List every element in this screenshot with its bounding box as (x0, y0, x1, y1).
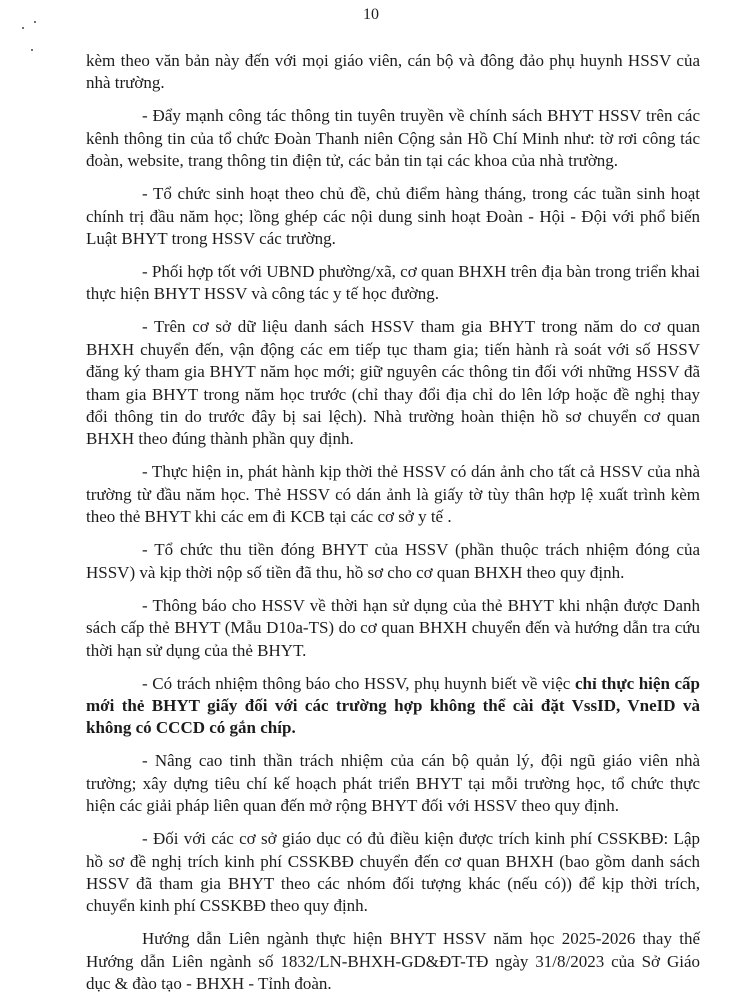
paragraph: - Tổ chức thu tiền đóng BHYT của HSSV (phần thuộc trách nhiệm đóng của HSSV) và kịp thời nộp số tiền đã thu, hồ sơ cho cơ quan BHXH theo quy định. (86, 540, 700, 582)
paragraph: kèm theo văn bản này đến với mọi giáo viên, cán bộ và đông đảo phụ huynh HSSV của nhà trường. (86, 51, 700, 93)
paragraph: - Nâng cao tinh thần trách nhiệm của cán bộ quản lý, đội ngũ giáo viên nhà trường; xây dựng tiêu chí kế hoạch phát triển BHYT tại mỗi trường học, tổ chức thực hiện các giải pháp liên quan đến mở rộng BHYT đối với HSSV theo quy định. (86, 751, 700, 816)
paragraph-text: - Có trách nhiệm thông báo cho HSSV, phụ huynh biết về việc (142, 673, 575, 693)
paragraph: - Đối với các cơ sở giáo dục có đủ điều kiện được trích kinh phí CSSKBĐ: Lập hồ sơ đề nghị trích kinh phí CSSKBĐ chuyển đến cơ quan BHXH (bao gồm danh sách HSSV đã tham gia BHYT theo các nhóm đối tượng khác (nếu có)) để kịp thời trích, chuyển kinh phí CSSKBĐ theo quy định. (86, 829, 700, 916)
page-number: 10 (363, 6, 379, 23)
document-body (86, 50, 700, 1006)
scan-speck (22, 27, 24, 29)
paragraph-emphasis (86, 673, 700, 740)
paragraph: - Thông báo cho HSSV về thời hạn sử dụng của thẻ BHYT khi nhận được Danh sách cấp thẻ BHYT (Mẫu D10a-TS) do cơ quan BHXH chuyển đến và hướng dẫn tra cứu thời hạn sử dụng của thẻ BHYT. (86, 595, 700, 660)
paragraph: - Tổ chức sinh hoạt theo chủ đề, chủ điểm hàng tháng, trong các tuần sinh hoạt chính trị đầu năm học; lồng ghép các nội dung sinh hoạt Đoàn - Hội - Đội với phổ biến Luật BHYT trong HSSV các trường. (86, 184, 700, 249)
paragraph: - Thực hiện in, phát hành kịp thời thẻ HSSV có dán ảnh cho tất cả HSSV của nhà trường từ đầu năm học. Thẻ HSSV có dán ảnh là giấy tờ tùy thân hợp lệ xuất trình kèm theo thẻ BHYT khi các em đi KCB tại các cơ sở y tế . (86, 462, 700, 527)
paragraph: - Đẩy mạnh công tác thông tin tuyên truyền về chính sách BHYT HSSV trên các kênh thông tin của tổ chức Đoàn Thanh niên Cộng sản Hồ Chí Minh như: tờ rơi công tác đoàn, website, trang thông tin điện tử, các bản tin tại các khoa của nhà trường. (86, 106, 700, 171)
paragraph: - Trên cơ sở dữ liệu danh sách HSSV tham gia BHYT trong năm do cơ quan BHXH chuyển đến, vận động các em tiếp tục tham gia; tiến hành rà soát với số HSSV đăng ký tham gia BHYT năm học mới; giữ nguyên các thông tin đối với những HSSV đã tham gia BHYT trong năm học trước (chỉ thay đổi địa chỉ do lên lớp hoặc đề nghị thay đổi thông tin do trước đây bị sai lệch). Nhà trường hoàn thiện hồ sơ chuyển cơ quan BHXH theo đúng thành phần quy định. (86, 317, 700, 449)
scan-speck (31, 49, 33, 51)
paragraph-closing: Hướng dẫn Liên ngành thực hiện BHYT HSSV năm học 2025-2026 thay thế Hướng dẫn Liên ngành số 1832/LN-BHXH-GD&ĐT-TĐ ngày 31/8/2023 của Sở Giáo dục & đào tạo - BHXH - Tỉnh đoàn. (86, 929, 700, 994)
paragraph: - Phối hợp tốt với UBND phường/xã, cơ quan BHXH trên địa bàn trong triển khai thực hiện BHYT HSSV và công tác y tế học đường. (86, 262, 700, 304)
bold-text: chỉ thực hiện cấp mới thẻ BHYT giấy đối với các trường hợp không thể cài đặt VssID, VneID và không có CCCD có gắn chíp. (86, 673, 700, 738)
